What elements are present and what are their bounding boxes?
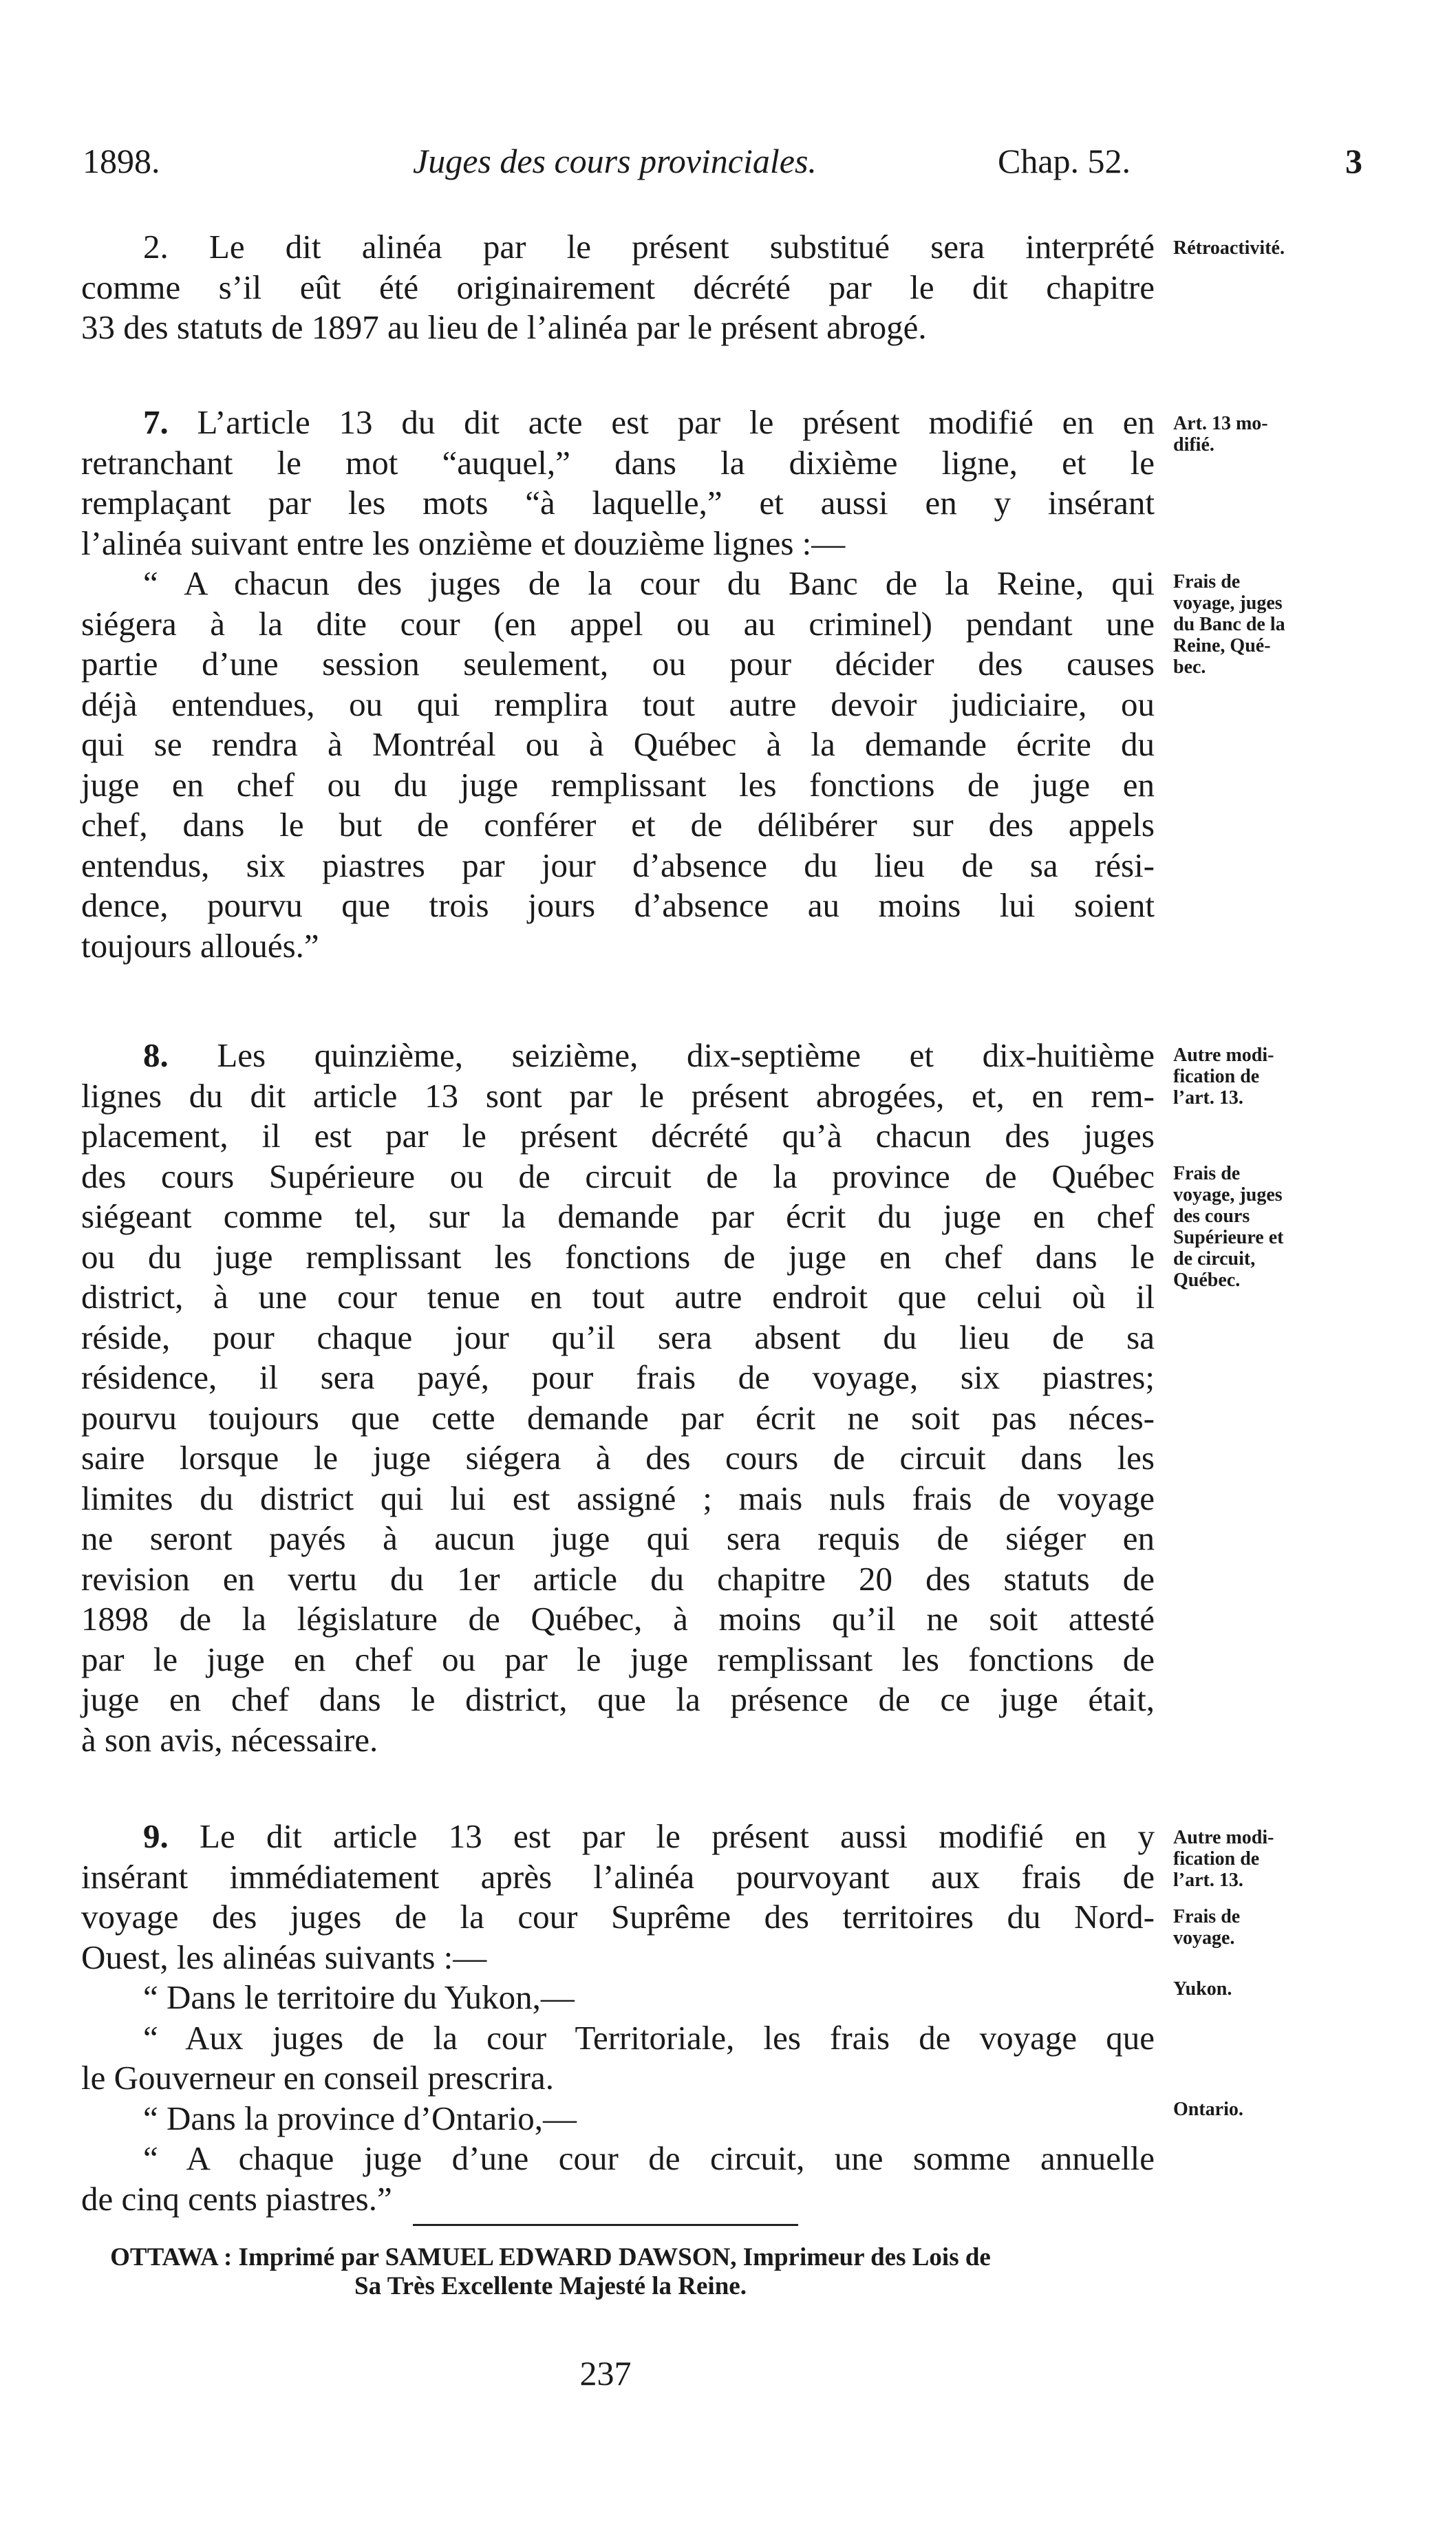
margin-note-line: voyage, juges	[1173, 1184, 1283, 1206]
imprint-line: Sa Très Excellente Majesté la Reine.	[354, 2272, 747, 2300]
margin-note-line: des cours	[1173, 1206, 1250, 1227]
text-line: “ A chaque juge d’une cour de circuit, une somme annuelle	[143, 2139, 1155, 2177]
margin-note-line: Reine, Qué-	[1173, 635, 1271, 656]
margin-note-line: Frais de	[1173, 1906, 1241, 1927]
margin-note-line: Frais de	[1173, 571, 1241, 592]
margin-note-ontario	[1173, 2099, 1400, 2120]
text-line: “ Dans le territoire du Yukon,—	[143, 1978, 575, 2016]
text-line: “ Aux juges de la cour Territoriale, les frais de voyage que	[143, 2018, 1155, 2057]
margin-note-line: bec.	[1173, 656, 1206, 678]
section-number: 9.	[143, 1817, 169, 1855]
text-line: remplaçant par les mots “à laquelle,” et aussi en y insérant	[81, 484, 1155, 522]
text-line: réside, pour chaque jour qu’il sera absent du lieu de sa	[81, 1318, 1155, 1356]
text-line: juge en chef ou du juge remplissant les fonctions de juge en	[81, 765, 1155, 804]
text-line: toujours alloués.”	[81, 926, 319, 965]
text-line-body: Les quinzième, seizième, dix-septième et dix-huitième	[168, 1036, 1155, 1074]
margin-note-line: Art. 13 mo-	[1173, 413, 1268, 434]
text-line: de cinq cents piastres.”	[81, 2179, 392, 2218]
text-line: Ouest, les alinéas suivants :—	[81, 1938, 487, 1976]
margin-note-frais-superieure-circuit	[1173, 1163, 1400, 1291]
text-line: voyage des juges de la cour Suprême des territoires du Nord-	[81, 1898, 1155, 1936]
printer-imprint	[69, 2243, 1032, 2301]
text-line: limites du district qui lui est assigné ; mais nuls frais de voyage	[81, 1479, 1155, 1517]
margin-note-line: fication de	[1173, 1848, 1260, 1870]
margin-note-line: voyage, juges	[1173, 592, 1283, 614]
margin-note-line: Québec.	[1173, 1270, 1241, 1291]
text-line: partie d’une session seulement, ou pour décider des causes	[81, 645, 1155, 683]
header-year: 1898.	[83, 142, 160, 180]
margin-note-line: du Banc de la	[1173, 614, 1285, 635]
section-8	[81, 1036, 1155, 1760]
text-line: par le juge en chef ou par le juge remplissant les fonctions de	[81, 1640, 1155, 1678]
horizontal-rule	[413, 2224, 798, 2226]
text-line: juge en chef dans le district, que la présence de ce juge était,	[81, 1680, 1155, 1718]
header-chapter: Chap. 52.	[998, 142, 1131, 180]
text-line	[81, 403, 1155, 443]
margin-note-frais-banc-reine	[1173, 571, 1400, 678]
margin-note-line: Autre modi-	[1173, 1827, 1274, 1848]
text-line-body: Le dit article 13 est par le présent aussi modifié en y	[168, 1817, 1155, 1855]
margin-note-line: Ontario.	[1173, 2099, 1243, 2120]
margin-note-line: fication de	[1173, 1066, 1260, 1087]
text-line: saire lorsque le juge siégera à des cours de circuit dans les	[81, 1439, 1155, 1477]
text-line: le Gouverneur en conseil prescrira.	[81, 2059, 555, 2097]
text-line: district, à une cour tenue en tout autre endroit que celui où il	[81, 1278, 1155, 1316]
text-line: “ A chacun des juges de la cour du Banc de la Reine, qui	[143, 564, 1155, 602]
text-line: 1898 de la législature de Québec, à moins qu’il ne soit attesté	[81, 1600, 1155, 1638]
margin-note-frais-voyage	[1173, 1906, 1400, 1949]
running-header	[83, 141, 1362, 196]
text-line: siégeant comme tel, sur la demande par écrit du juge en chef	[81, 1197, 1155, 1235]
text-line: siégera à la dite cour (en appel ou au criminel) pendant une	[81, 604, 1155, 643]
margin-note-yukon	[1173, 1978, 1400, 2000]
text-line: placement, il est par le présent décrété qu’à chacun des juges	[81, 1117, 1155, 1155]
text-line: l’alinéa suivant entre les onzième et douzième lignes :—	[81, 524, 846, 562]
margin-note-line: l’art. 13.	[1173, 1087, 1243, 1109]
text-line: insérant immédiatement après l’alinéa pourvoyant aux frais de	[81, 1857, 1155, 1896]
text-line	[81, 1817, 1155, 1857]
text-line: à son avis, nécessaire.	[81, 1720, 378, 1759]
margin-note-line: Autre modi-	[1173, 1045, 1274, 1066]
text-line-body: L’article 13 du dit acte est par le présent modifié en en	[168, 403, 1155, 441]
header-title: Juges des cours provinciales.	[413, 142, 817, 180]
text-line: comme s’il eût été originairement décrété par le dit chapitre	[81, 268, 1155, 306]
text-line: ou du juge remplissant les fonctions de juge en chef dans le	[81, 1237, 1155, 1276]
text-line: entendus, six piastres par jour d’absence du lieu de sa rési-	[81, 846, 1155, 884]
text-line	[81, 1036, 1155, 1076]
text-line: “ Dans la province d’Ontario,—	[143, 2099, 577, 2137]
section-number: 7.	[143, 403, 169, 441]
margin-note-autre-modification	[1173, 1045, 1400, 1109]
section-number: 8.	[143, 1036, 169, 1074]
margin-note-line: Rétroactivité.	[1173, 237, 1285, 259]
margin-note-line: Yukon.	[1173, 1978, 1232, 2000]
margin-note-line: difié.	[1173, 434, 1214, 456]
folio-number: 237	[579, 2354, 632, 2393]
margin-note-line: Supérieure et	[1173, 1227, 1284, 1248]
margin-note-line: Frais de	[1173, 1163, 1241, 1184]
section-7	[81, 403, 1155, 966]
text-line: dence, pourvu que trois jours d’absence au moins lui soient	[81, 886, 1155, 924]
header-page-number: 3	[1345, 142, 1362, 180]
text-line: déjà entendues, ou qui remplira tout autre devoir judiciaire, ou	[81, 685, 1155, 723]
text-line: 33 des statuts de 1897 au lieu de l’alinéa par le présent abrogé.	[81, 308, 927, 346]
paragraph-2	[81, 227, 1155, 348]
text-line: chef, dans le but de conférer et de délibérer sur des appels	[81, 806, 1155, 844]
text-line: retranchant le mot “auquel,” dans la dixième ligne, et le	[81, 443, 1155, 482]
margin-note-line: voyage.	[1173, 1927, 1235, 1949]
text-line: ne seront payés à aucun juge qui sera requis de siéger en	[81, 1519, 1155, 1557]
text-line: résidence, il sera payé, pour frais de voyage, six piastres;	[81, 1358, 1155, 1396]
imprint-line: OTTAWA : Imprimé par SAMUEL EDWARD DAWSON, Imprimeur des Lois de	[110, 2243, 991, 2271]
text-line: des cours Supérieure ou de circuit de la province de Québec	[81, 1157, 1155, 1195]
text-line: revision en vertu du 1er article du chapitre 20 des statuts de	[81, 1559, 1155, 1598]
margin-note-line: de circuit,	[1173, 1248, 1256, 1270]
text-line: lignes du dit article 13 sont par le présent abrogées, et, en rem-	[81, 1076, 1155, 1115]
text-line: pourvu toujours que cette demande par écrit ne soit pas néces-	[81, 1398, 1155, 1437]
section-9	[81, 1817, 1155, 2219]
margin-note-art13-modifie	[1173, 413, 1400, 456]
text-line: qui se rendra à Montréal ou à Québec à la demande écrite du	[81, 725, 1155, 763]
text-line: 2. Le dit alinéa par le présent substitué sera interprété	[143, 228, 1155, 266]
margin-note-autre-modification-2	[1173, 1827, 1400, 1891]
margin-note-line: l’art. 13.	[1173, 1870, 1243, 1891]
margin-note-retroactivite	[1173, 237, 1400, 259]
